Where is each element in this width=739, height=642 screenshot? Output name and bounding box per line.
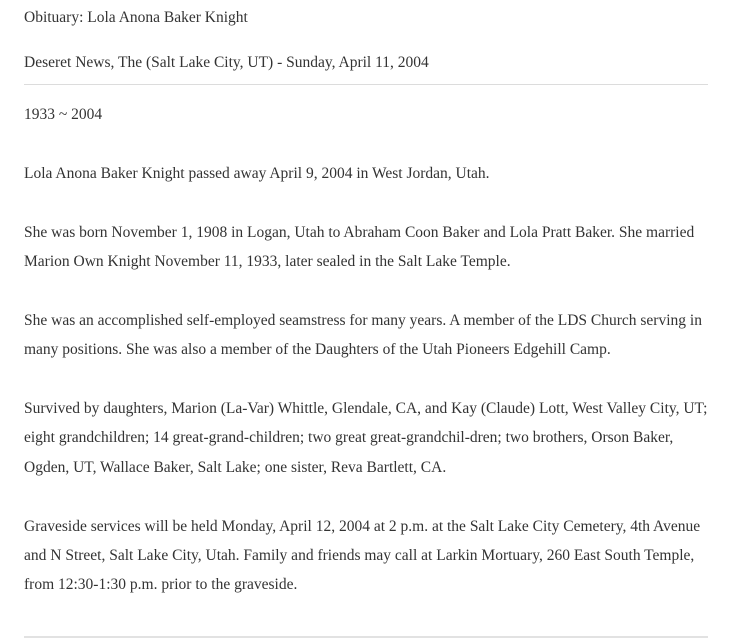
paragraph-services: Graveside services will be held Monday, April 12, 2004 at 2 p.m. at the Salt Lake City Cemetery, 4th Avenue and N Street, Salt Lake City, Utah. Family and friends may call at Larkin Mortuary, 260 East South Temple, from 12:30-1:30 p.m. prior to the graveside. [24,517,701,594]
paragraph-survivors: Survived by daughters, Marion (La-Var) Whittle, Glendale, CA, and Kay (Claude) Lott, West Valley City, UT; eight grandchildren; 14 great-grand-children; two great great-grandchil-dren; two brothers, Orson Baker, Ogden, UT, Wallace Baker, Salt Lake; one sister, Reva Bartlett, CA. [24,400,708,476]
life-dates: 1933 ~ 2004 [24,106,103,123]
paragraph-passing: Lola Anona Baker Knight passed away April 9, 2004 in West Jordan, Utah. [24,164,490,182]
paragraph-career: She was an accomplished self-employed seamstress for many years. A member of the LDS Church serving in many positions. She was also a member of the Daughters of the Utah Pioneers Edgehill Camp. [24,311,702,359]
paragraph-birth-marriage: She was born November 1, 1908 in Logan, Utah to Abraham Coon Baker and Lola Pratt Baker. She married Marion Own Knight November 11, 1933, later sealed in the Salt Lake Temple. [24,223,695,270]
article-body [24,100,714,629]
article-source-line: Deseret News, The (Salt Lake City, UT) - Sunday, April 11, 2004 [24,54,429,71]
footer-divider [24,636,708,638]
article-title: Obituary: Lola Anona Baker Knight [24,9,248,26]
header-divider [24,84,708,85]
